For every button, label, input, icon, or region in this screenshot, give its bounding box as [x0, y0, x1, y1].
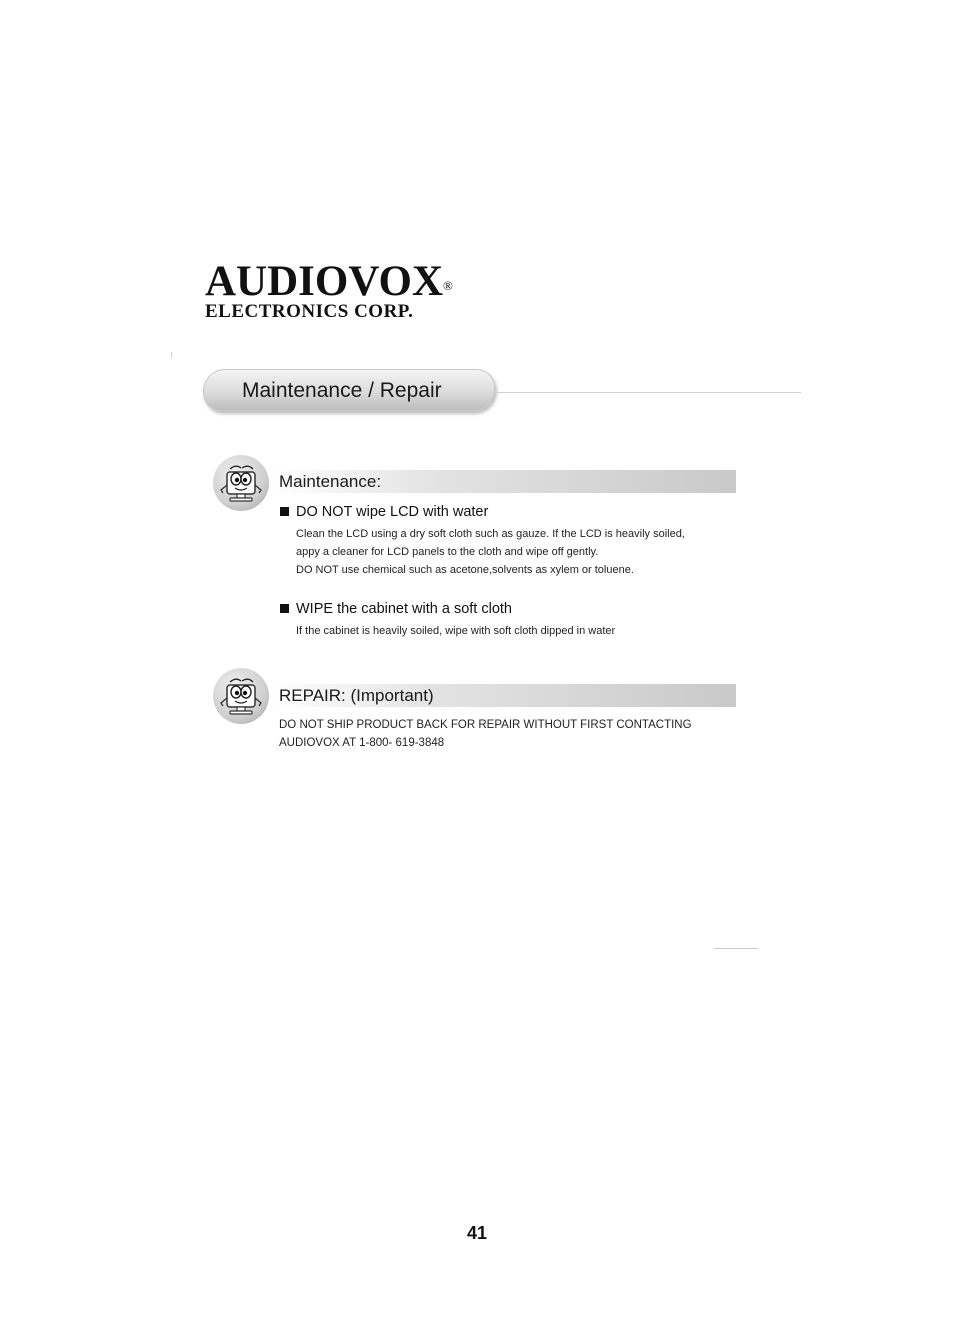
lcd-monitor-mascot-icon: [213, 455, 269, 511]
title-divider: [493, 392, 801, 393]
repair-line: AUDIOVOX AT 1-800- 619-3848: [279, 737, 445, 749]
square-bullet-icon: [280, 604, 289, 613]
bullet-heading-cabinet: WIPE the cabinet with a soft cloth: [280, 601, 512, 617]
body-line: appy a cleaner for LCD panels to the cloth and wipe off gently.: [296, 546, 599, 558]
footer-rule: [714, 948, 758, 949]
body-line: If the cabinet is heavily soiled, wipe with soft cloth dipped in water: [296, 625, 616, 637]
logo-brand: AUDIOVOX®: [205, 258, 453, 305]
section-title-tab: [203, 369, 495, 411]
page-number: 41: [466, 1223, 488, 1243]
square-bullet-icon: [280, 507, 289, 516]
maintenance-heading-bar: [270, 470, 736, 493]
repair-line: DO NOT SHIP PRODUCT BACK FOR REPAIR WITHOUT FIRST CONTACTING: [279, 719, 692, 731]
body-line: DO NOT use chemical such as acetone,solvents as xylem or toluene.: [296, 564, 634, 576]
bullet-heading-lcd: DO NOT wipe LCD with water: [280, 504, 488, 520]
repair-heading: REPAIR: (Important): [279, 686, 434, 705]
audiovox-logo: [205, 258, 453, 322]
repair-heading-bar: [270, 684, 736, 707]
body-line: Clean the LCD using a dry soft cloth such as gauze. If the LCD is heavily soiled,: [296, 528, 685, 540]
maintenance-heading: Maintenance:: [279, 472, 382, 491]
scan-speck: [171, 352, 172, 358]
logo-subtitle: ELECTRONICS CORP.: [205, 301, 414, 322]
page-title: Maintenance / Repair: [242, 379, 442, 402]
registered-mark: ®: [443, 278, 453, 293]
lcd-monitor-mascot-icon: [213, 668, 269, 724]
